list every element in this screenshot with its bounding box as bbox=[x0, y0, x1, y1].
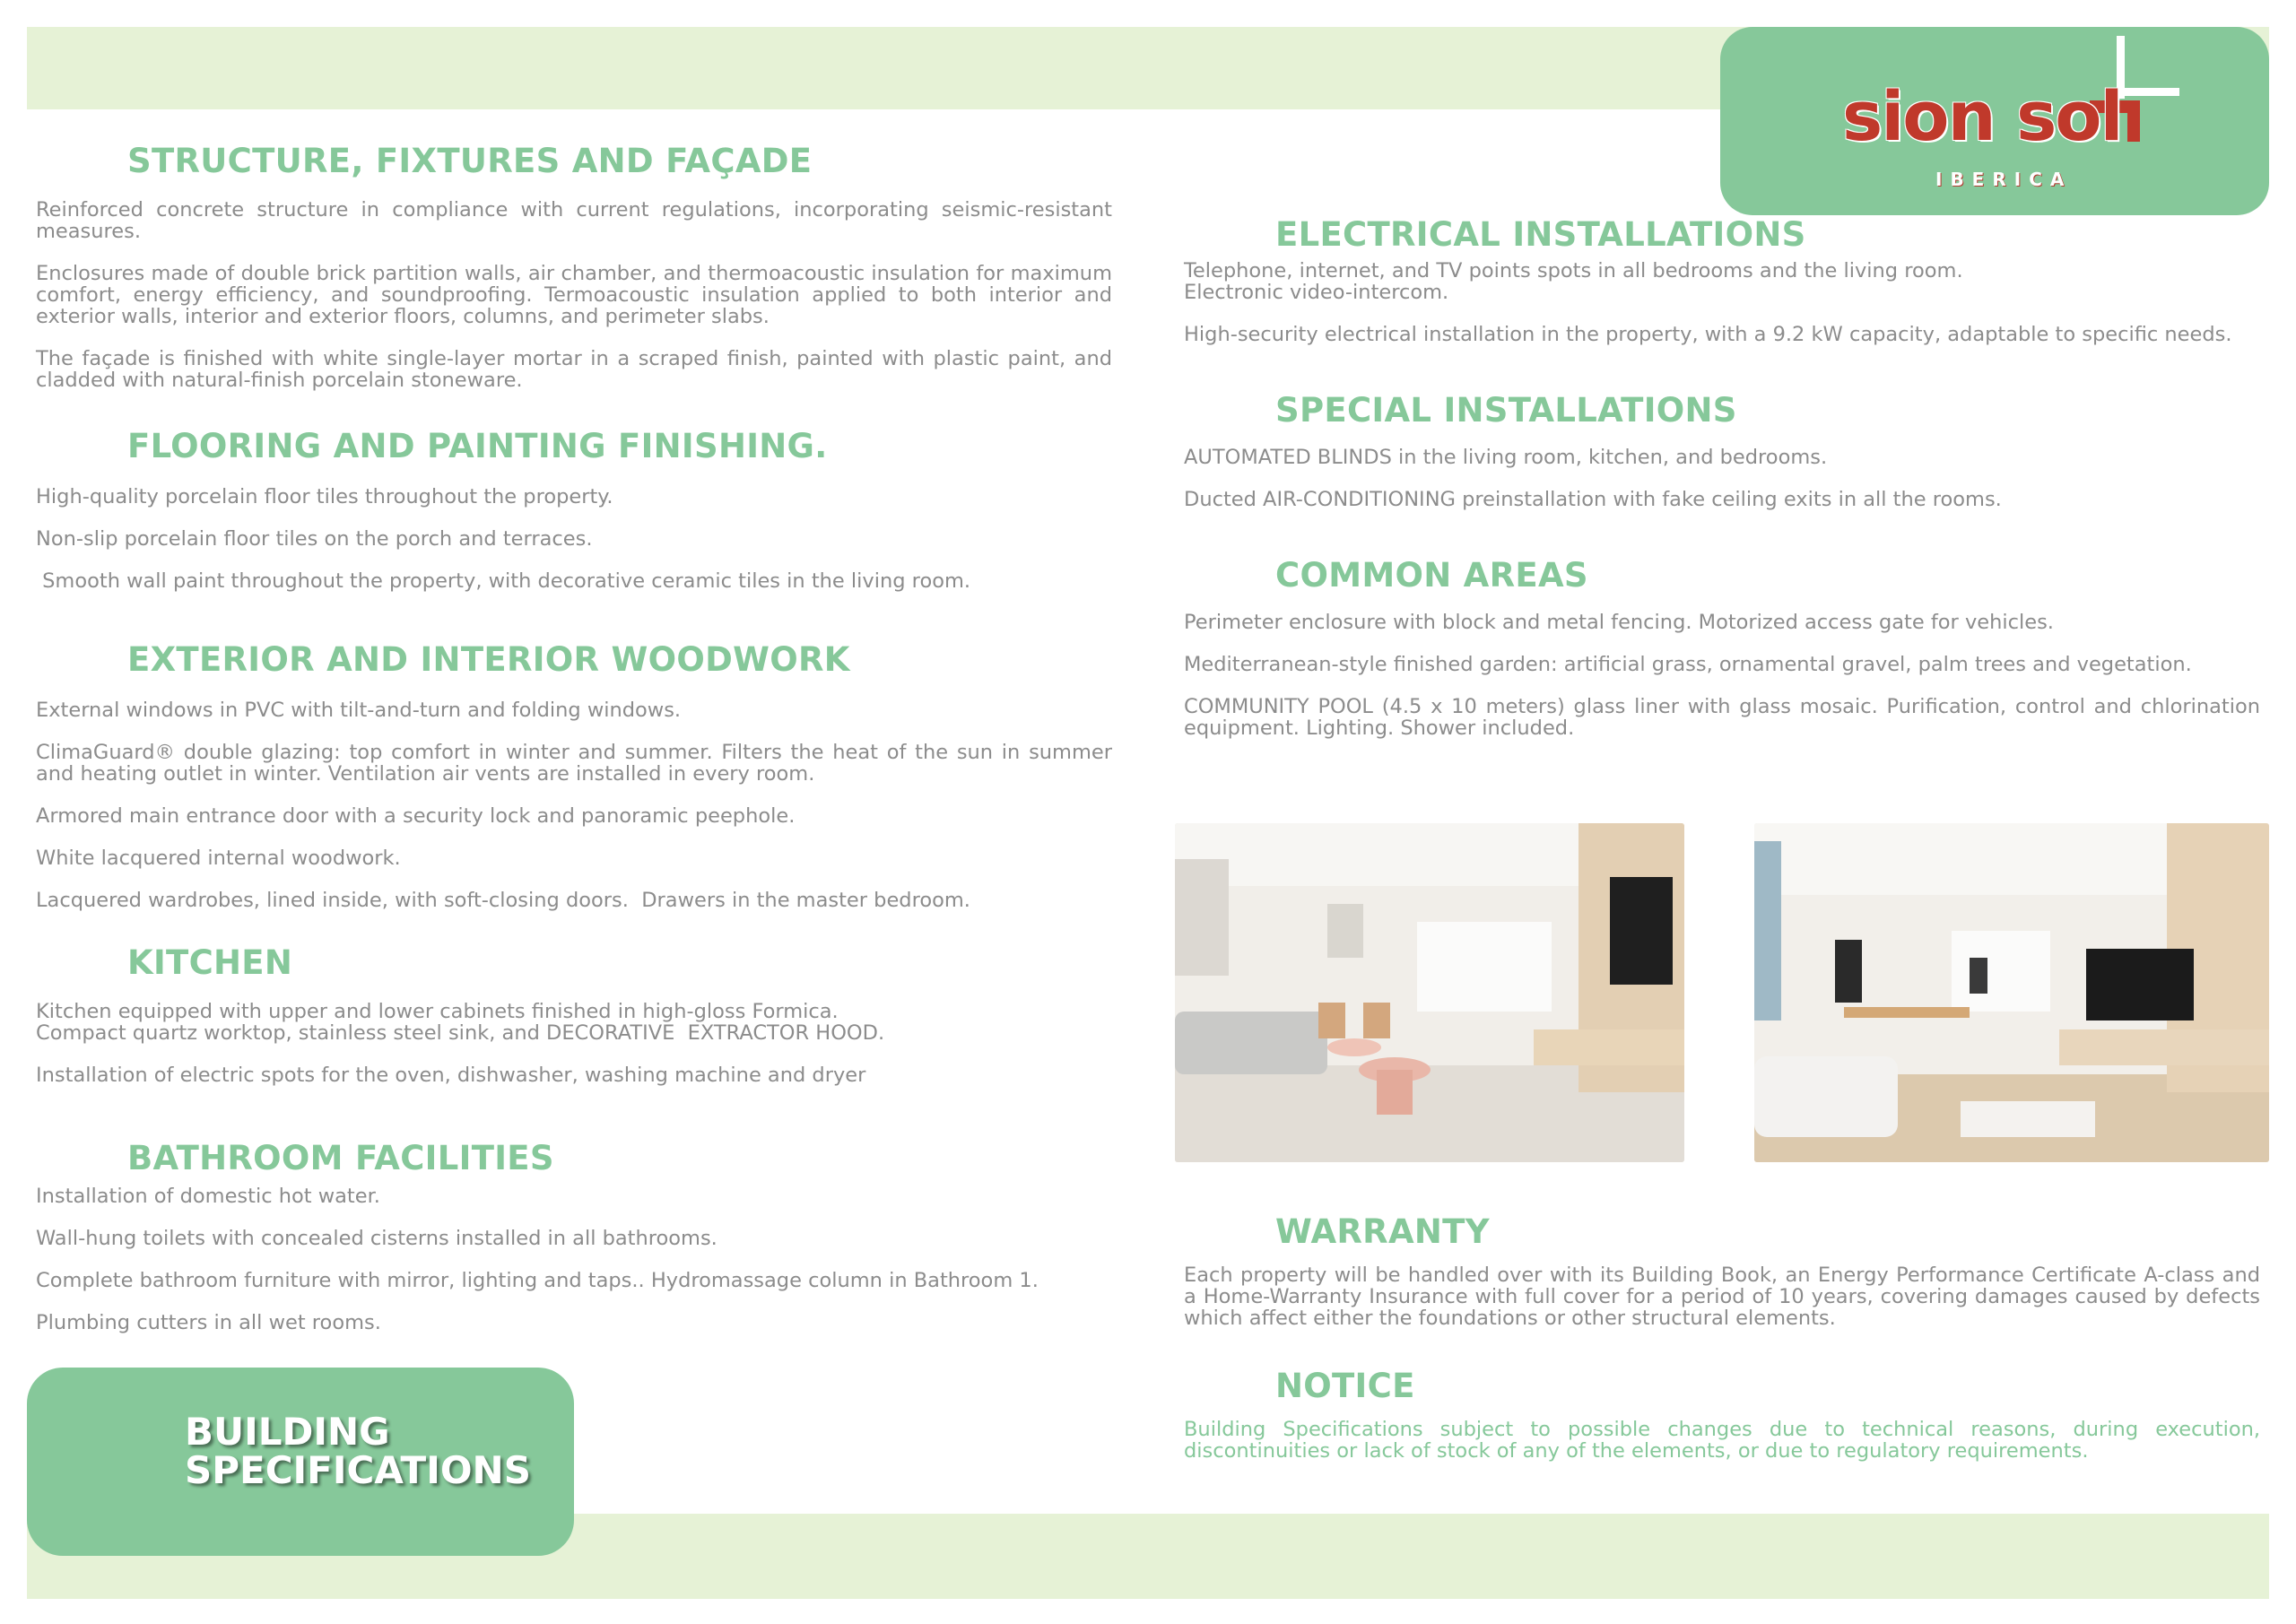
section-title: WARRANTY bbox=[1275, 1212, 1490, 1251]
paragraph: Telephone, internet, and TV points spots in all bedrooms and the living room. bbox=[1184, 259, 1963, 282]
building-specifications-badge bbox=[27, 1368, 574, 1556]
paragraph: Smooth wall paint throughout the property, with decorative ceramic tiles in the living room. bbox=[36, 569, 971, 593]
paragraph: Plumbing cutters in all wet rooms. bbox=[36, 1311, 381, 1334]
paragraph: Installation of domestic hot water. bbox=[36, 1185, 380, 1208]
paragraph: Enclosures made of double brick partition walls, air chamber, and thermoacoustic insulation for maximum comfort, energy efficiency, and soundproofing. Termoacoustic insulation applied to both interior and exterior walls, interior and exterior floors, columns, and perimeter slabs. bbox=[36, 262, 1112, 328]
paragraph: Reinforced concrete structure in compliance with current regulations, incorporating seismic-resistant measures. bbox=[36, 198, 1112, 243]
paragraph: Ducted AIR-CONDITIONING preinstallation with fake ceiling exits in all the rooms. bbox=[1184, 488, 2002, 511]
section-woodwork bbox=[36, 640, 1112, 911]
paragraph: COMMUNITY POOL (4.5 x 10 meters) glass liner with glass mosaic. Purification, control and chlorination equipment. Lighting. Shower included. bbox=[1184, 695, 2260, 740]
section-electrical bbox=[1184, 215, 2260, 345]
interior-photo-open-plan bbox=[1754, 823, 2269, 1162]
paragraph: Armored main entrance door with a security lock and panoramic peephole. bbox=[36, 804, 796, 828]
section-title: BATHROOM FACILITIES bbox=[127, 1139, 554, 1177]
paragraph: External windows in PVC with tilt-and-turn and folding windows. bbox=[36, 699, 682, 722]
section-warranty bbox=[1184, 1212, 2260, 1329]
paragraph: Compact quartz worktop, stainless steel sink, and DECORATIVE EXTRACTOR HOOD. bbox=[36, 1021, 885, 1045]
paragraph: High-security electrical installation in the property, with a 9.2 kW capacity, adaptable to specific needs. bbox=[1184, 323, 2232, 346]
paragraph: ClimaGuard® double glazing: top comfort in winter and summer. Filters the heat of the sun in summer and heating outlet in winter. Ventilation air vents are installed in every room. bbox=[36, 741, 1112, 786]
paragraph: Mediterranean-style finished garden: artificial grass, ornamental gravel, palm trees and vegetation. bbox=[1184, 653, 2192, 676]
brand-logo bbox=[1720, 27, 2269, 215]
paragraph: Electronic video-intercom. bbox=[1184, 281, 1449, 304]
paragraph: Each property will be handled over with its Building Book, an Energy Performance Certificate A-class and a Home-Warranty Insurance with full cover for a period of 10 years, covering damages caused by defects which affect either the foundations or other structural elements. bbox=[1184, 1264, 2260, 1330]
paragraph: Wall-hung toilets with concealed cisterns installed in all bathrooms. bbox=[36, 1227, 718, 1250]
section-title: KITCHEN bbox=[127, 943, 293, 982]
paragraph: The façade is finished with white single-layer mortar in a scraped finish, painted with plastic paint, and cladded with natural-finish porcelain stoneware. bbox=[36, 347, 1112, 392]
brand-name: sion sol bbox=[1842, 76, 2122, 156]
paragraph: Non-slip porcelain floor tiles on the porch and terraces. bbox=[36, 527, 593, 551]
section-title: EXTERIOR AND INTERIOR WOODWORK bbox=[127, 640, 850, 679]
paragraph: Complete bathroom furniture with mirror, lighting and taps.. Hydromassage column in Bathroom 1. bbox=[36, 1269, 1039, 1292]
paragraph: White lacquered internal woodwork. bbox=[36, 847, 401, 870]
badge-title: BUILDING SPECIFICATIONS bbox=[185, 1410, 531, 1492]
section-structure bbox=[36, 142, 1112, 391]
paragraph: Lacquered wardrobes, lined inside, with soft-closing doors. Drawers in the master bedroom. bbox=[36, 889, 970, 912]
brand-sub: IBERICA bbox=[1935, 169, 2073, 190]
section-special bbox=[1184, 391, 2260, 510]
section-title: ELECTRICAL INSTALLATIONS bbox=[1275, 215, 1806, 254]
section-title: COMMON AREAS bbox=[1275, 556, 1588, 595]
section-title: STRUCTURE, FIXTURES AND FAÇADE bbox=[127, 142, 813, 180]
paragraph: Installation of electric spots for the oven, dishwasher, washing machine and dryer bbox=[36, 1064, 866, 1087]
interior-photo-living-room bbox=[1175, 823, 1684, 1162]
paragraph: AUTOMATED BLINDS in the living room, kitchen, and bedrooms. bbox=[1184, 446, 1828, 469]
section-notice bbox=[1184, 1367, 2260, 1462]
section-bathroom bbox=[36, 1139, 1112, 1333]
section-kitchen bbox=[36, 943, 1112, 1086]
section-common bbox=[1184, 556, 2260, 739]
notice-paragraph: Building Specifications subject to possible changes due to technical reasons, during execution, discontinuities or lack of stock of any of the elements, or due to regulatory requirements. bbox=[1184, 1418, 2260, 1463]
section-title: SPECIAL INSTALLATIONS bbox=[1275, 391, 1737, 430]
paragraph: High-quality porcelain floor tiles throughout the property. bbox=[36, 485, 613, 508]
section-flooring bbox=[36, 427, 1112, 592]
paragraph: Perimeter enclosure with block and metal fencing. Motorized access gate for vehicles. bbox=[1184, 611, 2054, 634]
paragraph: Kitchen equipped with upper and lower cabinets finished in high-gloss Formica. bbox=[36, 1000, 839, 1023]
section-title: FLOORING AND PAINTING FINISHING. bbox=[127, 427, 828, 465]
section-title: NOTICE bbox=[1275, 1367, 1415, 1405]
